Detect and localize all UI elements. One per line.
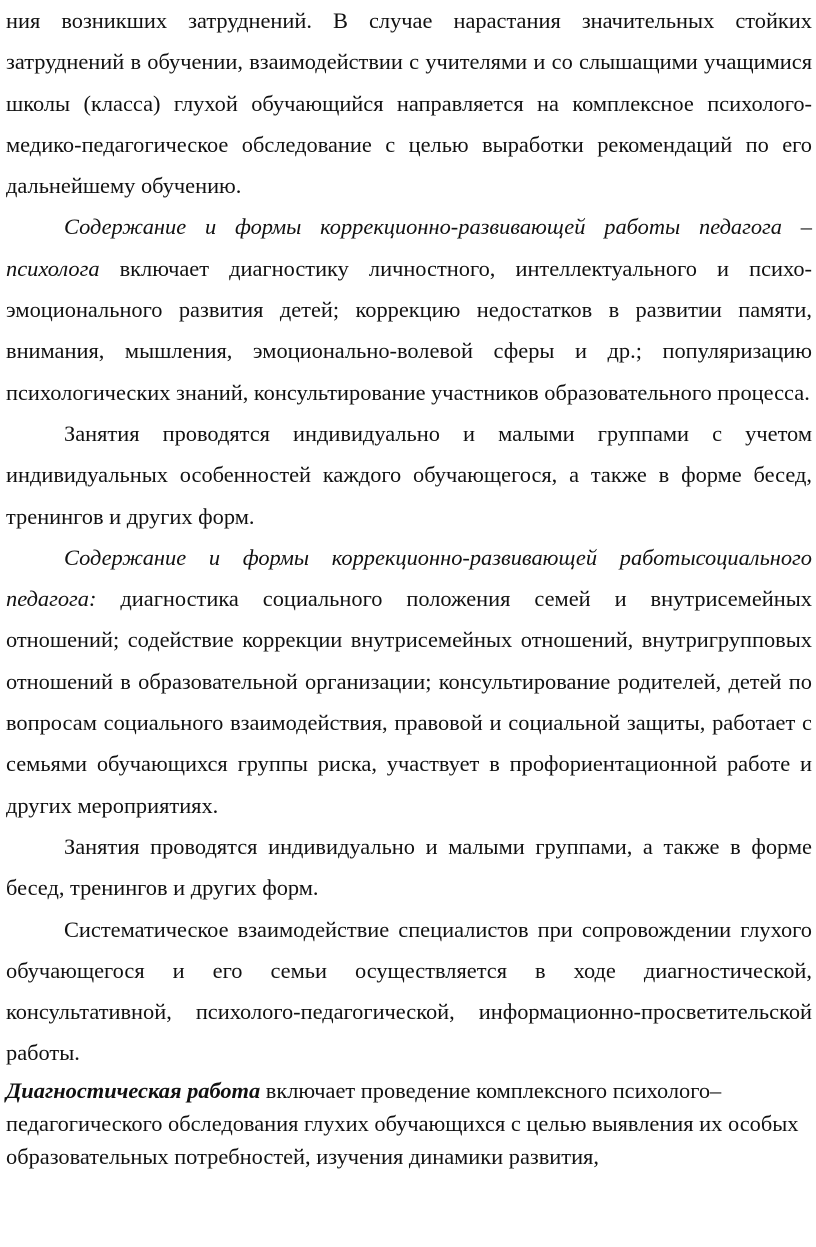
paragraph-7-lead: Диагностическая работа <box>6 1077 261 1103</box>
paragraph-5 <box>6 826 812 909</box>
paragraph-4-text: диагностика социального положения семей и внутрисемейных отношений; содействие коррекции внутрисемейных отношений, внутригрупповых отношений в образовательной организации; консультирование родителей, детей по вопросам социального взаимодействия, правовой и социальной защиты, работает с семьями обучающихся группы риска, участвует в профориентационной работе и других мероприятиях. <box>6 586 812 818</box>
paragraph-1-text: ния возникших затруднений. В случае нарастания значительных стойких затруднений в обучении, взаимодействии с учителями и со слышащими учащимися школы (класса) глухой обучающийся направляется на комплексное психолого-медико-педагогическое обследование с целью выработки рекомендаций по его дальнейшему обучению. <box>6 8 812 199</box>
paragraph-2 <box>6 206 812 412</box>
paragraph-3-text: Занятия проводятся индивидуально и малыми группами с учетом индивидуальных особенностей каждого обучающегося, а также в форме бесед, тренингов и других форм. <box>6 420 812 529</box>
paragraph-4 <box>6 537 812 826</box>
paragraph-2-text: включает диагностику личностного, интеллектуального и психо-эмоционального развития детей; коррекцию недостатков в развитии памяти, внимания, мышления, эмоционально-волевой сферы и др.; популяризацию психологических знаний, консультирование участников образовательного процесса. <box>6 255 812 405</box>
paragraph-2-lead: Содержание и формы коррекционно-развивающей работы педагога – психолога <box>6 214 812 281</box>
document-page <box>6 0 812 1173</box>
paragraph-3 <box>6 413 812 537</box>
paragraph-4-lead: Содержание и формы коррекционно-развивающей работысоциального педагога: <box>6 544 812 612</box>
paragraph-7 <box>6 1074 812 1173</box>
paragraph-5-text: Занятия проводятся индивидуально и малыми группами, а также в форме бесед, тренингов и других форм. <box>6 833 812 901</box>
paragraph-1 <box>6 0 812 206</box>
paragraph-6 <box>6 909 812 1074</box>
paragraph-6-text: Систематическое взаимодействие специалистов при сопровождении глухого обучающегося и его семьи осуществляется в ходе диагностической, консультативной, психолого-педагогической, информационно-просветительской работы. <box>6 916 812 1066</box>
paragraph-7-text: включает проведение комплексного психолого–педагогического обследования глухих обучающихся с целью выявления их особых образовательных потребностей, изучения динамики развития, <box>6 1077 799 1169</box>
